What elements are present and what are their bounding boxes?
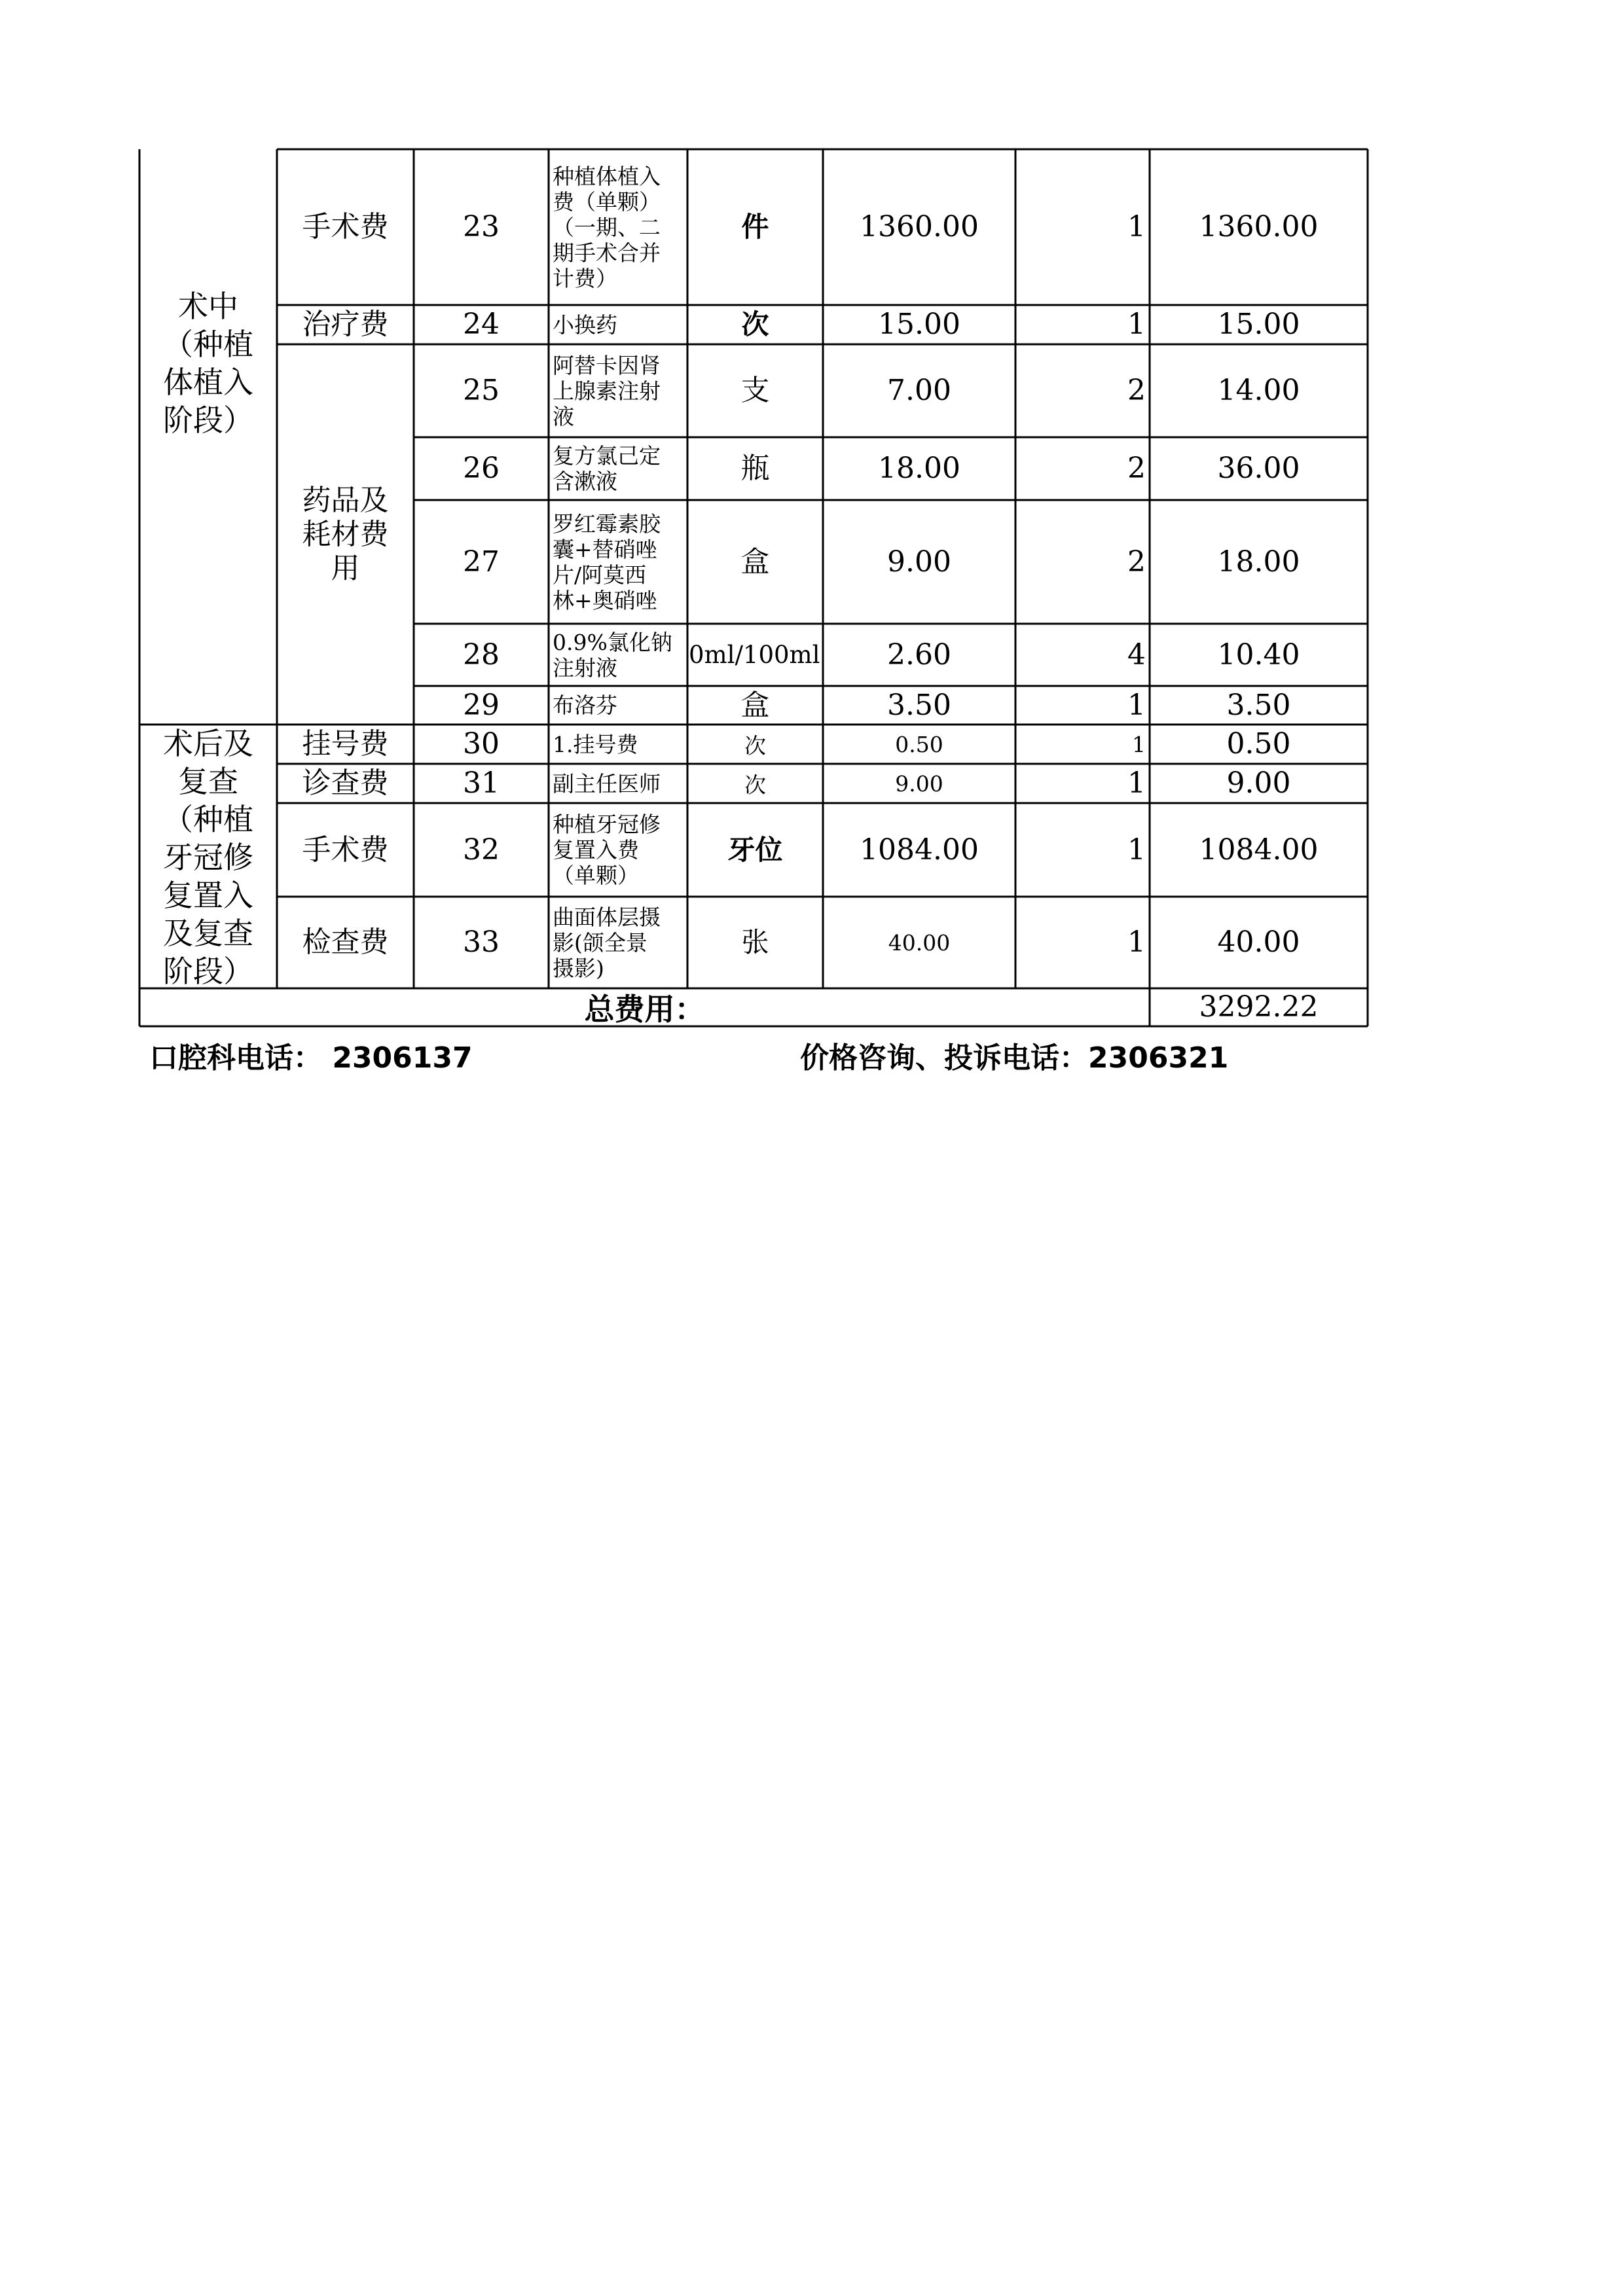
item-name: 1.挂号费 [553,731,638,757]
stage-intraoperative: 术中 （种植 体植入 阶段） [163,289,253,438]
unit-cell: 盒 [740,688,770,722]
price-cell: 40.00 [888,929,951,956]
item-name: 布洛芬 [553,692,617,718]
item-name: 小换药 [553,312,617,338]
item-name: 副主任医师 [553,770,661,797]
quantity-cell: 1 [1132,731,1146,757]
quantity-cell: 4 [1127,637,1146,672]
item-number: 24 [463,308,500,341]
quantity-cell: 1 [1127,308,1146,341]
quantity-cell: 1 [1127,688,1146,722]
item-number: 26 [463,452,500,485]
quantity-cell: 1 [1127,210,1146,243]
item-name: 曲面体层摄 影(颌全景 摄影) [553,904,661,981]
item-name: 种植牙冠修 复置入费 （单颗） [553,812,661,888]
price-cell: 1084.00 [860,833,979,867]
price-cell: 2.60 [887,637,951,672]
amount-cell: 15.00 [1217,308,1300,341]
amount-cell: 0.50 [1226,727,1291,761]
category-cell: 治疗费 [302,308,389,341]
amount-cell: 3.50 [1226,688,1291,722]
dental-dept-phone: 口腔科电话： 2306137 [149,1041,473,1075]
unit-cell: 瓶 [740,452,770,485]
unit-cell: 张 [741,926,769,958]
item-name: 复方氯己定 含漱液 [553,443,661,494]
unit-cell: 盒 [740,545,770,579]
item-name: 阿替卡因肾 上腺素注射 液 [553,352,661,429]
quantity-cell: 1 [1127,833,1146,867]
item-number: 30 [463,727,500,761]
price-cell: 3.50 [887,688,951,722]
item-number: 25 [463,374,500,407]
quantity-cell: 2 [1127,545,1146,579]
item-number: 28 [463,637,500,672]
amount-cell: 1084.00 [1199,833,1319,867]
item-number: 32 [463,833,500,867]
quantity-cell: 1 [1127,925,1146,959]
item-name: 罗红霉素胶 囊+替硝唑 片/阿莫西 林+奥硝唑 [553,511,661,613]
total-label: 总费用： [584,992,705,1026]
category-cell-drugs: 药品及 耗材费 用 [302,483,389,585]
price-cell: 18.00 [878,452,960,485]
amount-cell: 1360.00 [1199,210,1319,243]
amount-cell: 40.00 [1217,925,1300,959]
unit-cell: 0ml/100ml [689,641,820,669]
category-cell: 手术费 [302,210,389,243]
unit-cell: 牙位 [727,833,783,866]
complaint-phone: 价格咨询、投诉电话：2306321 [800,1041,1229,1075]
quantity-cell: 2 [1127,452,1146,485]
unit-cell: 次 [744,732,766,759]
amount-cell: 18.00 [1217,545,1300,579]
amount-cell: 14.00 [1217,374,1300,407]
unit-cell: 次 [744,772,766,798]
price-cell: 1360.00 [860,210,979,243]
item-name: 0.9%氯化钠 注射液 [553,629,672,681]
item-number: 23 [463,210,500,243]
price-cell: 7.00 [887,374,951,407]
unit-cell: 次 [741,308,769,340]
item-name: 种植体植入 费（单颗） （一期、二 期手术合并 计费） [553,163,661,291]
category-cell: 挂号费 [302,727,389,761]
stage-postoperative: 术后及 复查 （种植 牙冠修 复置入 及复查 阶段） [163,726,253,988]
quantity-cell: 1 [1127,766,1146,800]
item-number: 33 [463,925,500,959]
item-number: 27 [463,545,500,579]
item-number: 31 [463,766,500,800]
category-cell: 手术费 [302,833,389,867]
price-cell: 9.00 [887,545,951,579]
item-number: 29 [463,688,500,722]
unit-cell: 件 [741,211,769,243]
amount-cell: 10.40 [1217,637,1300,672]
amount-cell: 36.00 [1217,452,1300,485]
category-cell: 诊查费 [302,766,389,800]
total-value: 3292.22 [1199,990,1319,1024]
price-cell: 15.00 [878,308,960,341]
price-cell: 9.00 [895,770,943,797]
category-cell: 检查费 [302,925,389,959]
quantity-cell: 2 [1127,374,1146,407]
unit-cell: 支 [740,374,770,407]
amount-cell: 9.00 [1226,766,1291,800]
price-cell: 0.50 [895,731,943,757]
